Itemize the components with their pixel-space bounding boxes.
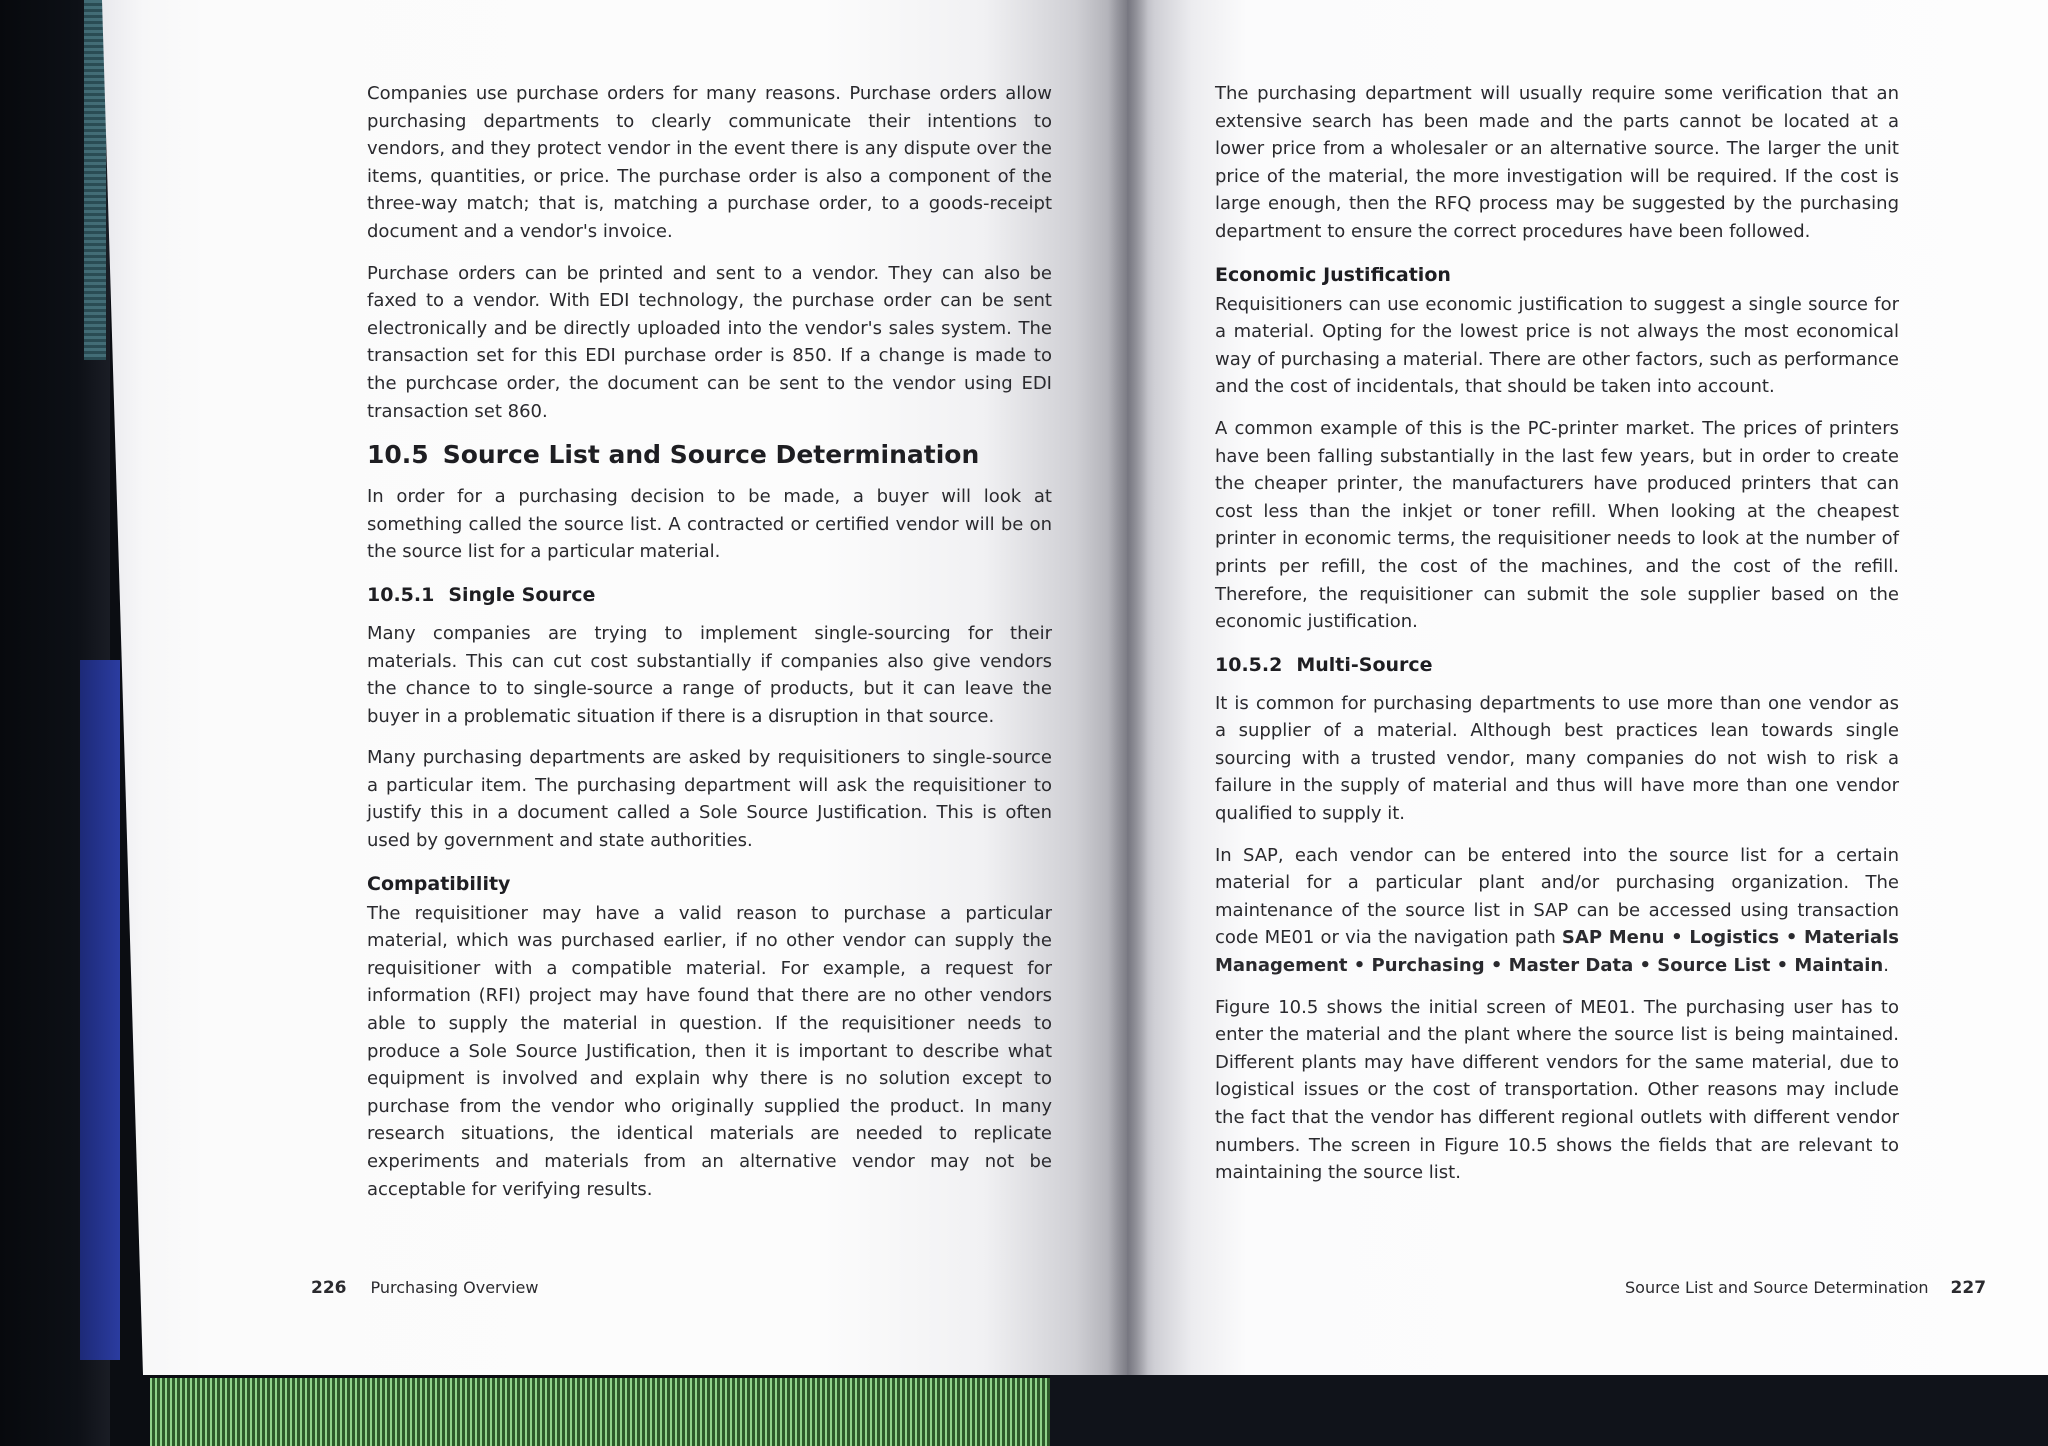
running-head: Purchasing Overview	[370, 1278, 539, 1297]
paragraph: It is common for purchasing departments to use more than one vendor as a supplier of a material. Although best practices lean towards single sourcing with a trusted vendor, many companies do not wish to risk a failure in the supply of material and thus will have more than one vendor qualified to supply it.	[1215, 692, 1899, 825]
scan-artifact-strip	[84, 0, 106, 360]
minor-heading: Compatibility	[367, 872, 511, 895]
paragraph: Many purchasing departments are asked by requisitioners to single-source a particular item. The purchasing department will ask the requisitioner to justify this in a document called a Sole Source Justification. This is often used by government and state authorities.	[367, 747, 1052, 852]
paragraph: The requisitioner may have a valid reason to purchase a particular material, which was purchased earlier, if no other vendor can supply the requisitioner with a compatible material. For example, a request for information (RFI) project may have found that there are no other vendors able to supply the material in question. If the requisitioner needs to produce a Sole Source Justification, then it is important to describe what equipment is involved and explain why there is no solution except to purchase from the vendor who originally supplied the product. In many research situations, the identical materials are needed to replicate experiments and materials from an alternative vendor may not be acceptable for verifying results.	[367, 902, 1052, 1200]
subsection-heading	[1215, 652, 1899, 678]
paragraph: A common example of this is the PC-printer market. The prices of printers have been falling substantially in the last few years, but in order to create the cheaper printer, the manufacturers have produced printers that can cost less than the inkjet or toner refill. When looking at the cheapest printer in economic terms, the requisitioner needs to look at the number of prints per refill, the cost of the machines, and the cost of the refill. Therefore, the requisitioner can submit the sole supplier based on the economic justification.	[1215, 417, 1899, 633]
paragraph: Figure 10.5 shows the initial screen of ME01. The purchasing user has to enter the material and the plant where the source list is being maintained. Different plants may have different vendors for the same material, due to logistical issues or the cost of transportation. Other reasons may include the fact that the vendor has different regional outlets with different vendor numbers. The screen in Figure 10.5 shows the fields that are relevant to maintaining the source list.	[1215, 996, 1899, 1184]
minor-heading: Economic Justification	[1215, 263, 1451, 286]
paragraph: The purchasing department will usually require some verification that an extensive search has been made and the parts cannot be located at a lower price from a wholesaler or an alternative source. The larger the unit price of the material, the more investigation will be required. If the cost is large enough, then the RFQ process may be suggested by the purchasing department to ensure the correct procedures have been followed.	[1215, 83, 1899, 242]
subsection-title: Multi-Source	[1296, 653, 1433, 676]
paragraph: Many companies are trying to implement single-sourcing for their materials. This can cut cost substantially if companies also give vendors the chance to to single-source a range of products, but it can leave the buyer in a problematic situation if there is a disruption in that source.	[367, 622, 1052, 727]
running-head: Source List and Source Determination	[1625, 1278, 1929, 1297]
subsection-number: 10.5.2	[1215, 653, 1283, 676]
scan-artifact-stripes	[150, 1378, 1050, 1446]
paragraph-end: .	[1883, 955, 1889, 977]
paragraph: In order for a purchasing decision to be made, a buyer will look at something called the source list. A contracted or certified vendor will be on the source list for a particular material.	[367, 486, 1052, 563]
paragraph	[1215, 842, 1899, 980]
book-gutter	[1108, 0, 1148, 1375]
section-number: 10.5	[367, 440, 429, 470]
section-title: Source List and Source Determination	[442, 440, 980, 470]
page-number: 227	[1950, 1278, 1987, 1298]
paragraph: Requisitioners can use economic justification to suggest a single source for a material. Opting for the lowest price is not always the most economical way of purchasing a material. There are other factors, such as performance and the cost of incidentals, that should be taken into account.	[1215, 293, 1899, 398]
scan-background-blue	[80, 660, 120, 1360]
subsection-heading	[367, 582, 1052, 608]
section-heading	[367, 439, 1052, 471]
paragraph: Purchase orders can be printed and sent to a vendor. They can also be faxed to a vendor. With EDI technology, the purchase order can be sent electronically and be directly uploaded into the vendor's sales system. The transaction set for this EDI purchase order is 850. If a change is made to the purchcase order, the document can be sent to the vendor using EDI transaction set 860.	[367, 262, 1052, 422]
subsection-title: Single Source	[448, 583, 596, 606]
right-page-text	[1215, 80, 1899, 1201]
left-page-text	[367, 80, 1052, 1217]
subsection-number: 10.5.1	[367, 583, 435, 606]
paragraph: Companies use purchase orders for many reasons. Purchase orders allow purchasing departments to clearly communicate their intentions to vendors, and they protect vendor in the event there is any dispute over the items, quantities, or price. The purchase order is also a component of the three-way match; that is, matching a purchase order, to a goods-receipt document and a vendor's invoice.	[367, 83, 1052, 242]
scan-background-bottom	[1050, 1370, 2048, 1446]
right-page-footer	[1625, 1278, 1986, 1298]
page-number: 226	[311, 1278, 347, 1298]
navigation-path: SAP Menu • Logistics • Materials Management • Purchasing • Master Data • Source List • Maintain	[1215, 927, 1899, 977]
paragraph-lead: In SAP, each vendor can be entered into the source list for a certain material for a particular plant and/or purchasing organization. The maintenance of the source list in SAP can be accessed using transaction code ME01 or via the navigation path	[1215, 844, 1899, 949]
left-page-footer	[311, 1278, 538, 1298]
